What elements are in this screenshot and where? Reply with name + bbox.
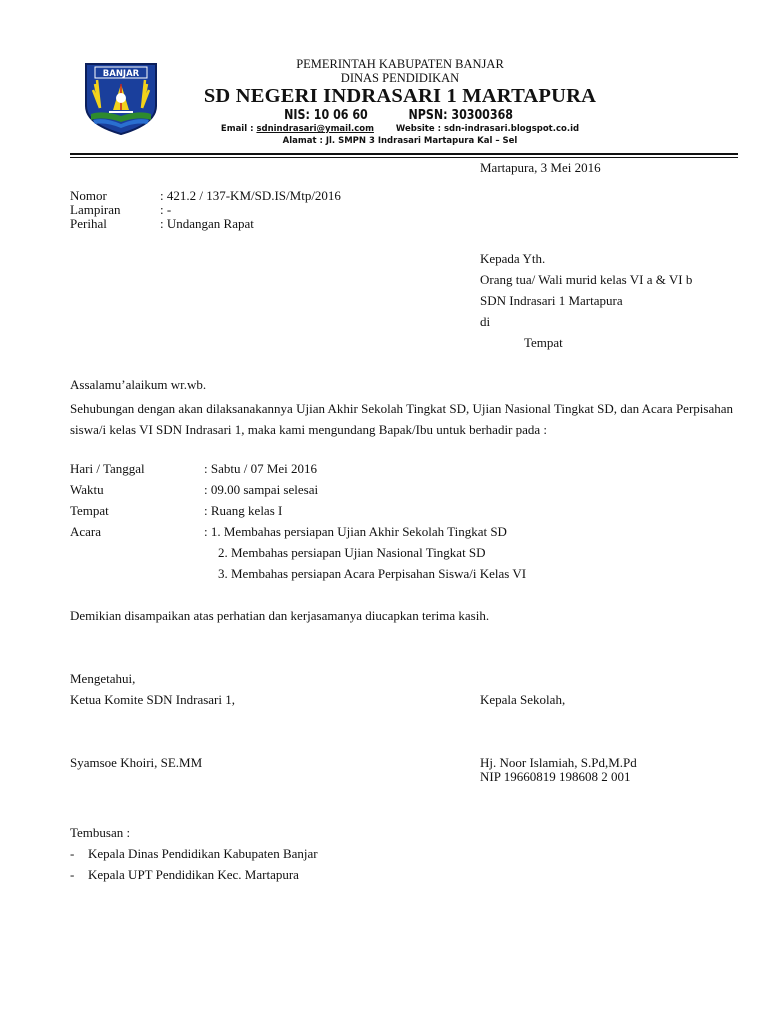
detail-label-time: Waktu (70, 482, 104, 497)
principal-name: Hj. Noor Islamiah, S.Pd,M.Pd (480, 755, 637, 770)
npsn-number: NPSN: 30300368 (408, 107, 514, 123)
cc-item-2: Kepala UPT Pendidikan Kec. Martapura (88, 867, 299, 882)
letter-date: Martapura, 3 Mei 2016 (480, 160, 601, 175)
recipient-greeting: Kepada Yth. (480, 251, 546, 266)
contact-line (170, 124, 630, 134)
cc-item-1: Kepala Dinas Pendidikan Kabupaten Banjar (88, 846, 318, 861)
detail-value-time: : 09.00 sampai selesai (204, 482, 319, 497)
salutation: Assalamu’alaikum wr.wb. (70, 377, 207, 392)
letterhead-rule-thin (70, 157, 738, 158)
cc-bullet-2: - (70, 867, 75, 882)
meta-value-nomor: : 421.2 / 137-KM/SD.IS/Mtp/2016 (160, 188, 341, 203)
government-name: PEMERINTAH KABUPATEN BANJAR (296, 57, 504, 71)
meta-label-perihal: Perihal (70, 216, 107, 231)
website-link[interactable]: sdn-indrasari.blogspot.co.id (443, 124, 580, 134)
detail-value-place: : Ruang kelas I (204, 503, 283, 518)
email-link[interactable]: sdnindrasari@ymail.com (256, 124, 374, 134)
banjar-regency-logo (83, 62, 159, 136)
intro-text: Sehubungan dengan akan dilaksanakannya Ujian Akhir Sekolah Tingkat SD, Ujian Nasional Tingkat SD, dan Acara Perpisahan siswa/i kelas VI SDN Indrasari 1, maka kami mengundang Bapak/Ibu untuk berhadir pada : (70, 401, 733, 437)
recipient-line-4: Tempat (524, 335, 563, 350)
detail-label-date: Hari / Tanggal (70, 461, 145, 476)
meta-value-lampiran: : - (160, 202, 172, 217)
closing-text: Demikian disampaikan atas perhatian dan kerjasamanya diucapkan terima kasih. (70, 608, 490, 623)
agenda-item-2: 2. Membahas persiapan Ujian Nasional Tingkat SD (218, 545, 486, 560)
detail-value-date: : Sabtu / 07 Mei 2016 (204, 461, 318, 476)
principal-nip: NIP 19660819 198608 2 001 (480, 769, 631, 784)
school-ids (170, 107, 630, 123)
website-label: Website : (395, 124, 444, 134)
email-label: Email : (220, 124, 257, 134)
recipient-line-1: Orang tua/ Wali murid kelas VI a & VI b (480, 272, 693, 287)
principal-title: Kepala Sekolah, (480, 692, 566, 707)
nis-number: NIS: 10 06 60 (284, 107, 368, 123)
meta-value-perihal: : Undangan Rapat (160, 216, 254, 231)
committee-name: Syamsoe Khoiri, SE.MM (70, 755, 203, 770)
school-name: SD NEGERI INDRASARI 1 MARTAPURA (203, 85, 597, 107)
meta-label-lampiran: Lampiran (70, 202, 121, 217)
detail-label-place: Tempat (70, 503, 109, 518)
cc-bullet-1: - (70, 846, 75, 861)
recipient-line-2: SDN Indrasari 1 Martapura (480, 293, 623, 308)
department-name: DINAS PENDIDIKAN (340, 71, 460, 85)
intro-paragraph (70, 398, 733, 440)
detail-label-agenda: Acara (70, 524, 102, 539)
cc-title: Tembusan : (70, 825, 131, 840)
logo-text: BANJAR (102, 69, 140, 79)
agenda-item-3: 3. Membahas persiapan Acara Perpisahan Siswa/i Kelas VI (218, 566, 527, 581)
recipient-line-3: di (480, 314, 491, 329)
meta-label-nomor: Nomor (70, 188, 107, 203)
address-line: Alamat : Jl. SMPN 3 Indrasari Martapura Kal – Sel (282, 136, 518, 146)
detail-value-agenda-1: : 1. Membahas persiapan Ujian Akhir Sekolah Tingkat SD (204, 524, 507, 539)
acknowledged-label: Mengetahui, (70, 671, 136, 686)
committee-title: Ketua Komite SDN Indrasari 1, (70, 692, 235, 707)
letterhead-rule-thick (70, 153, 738, 155)
